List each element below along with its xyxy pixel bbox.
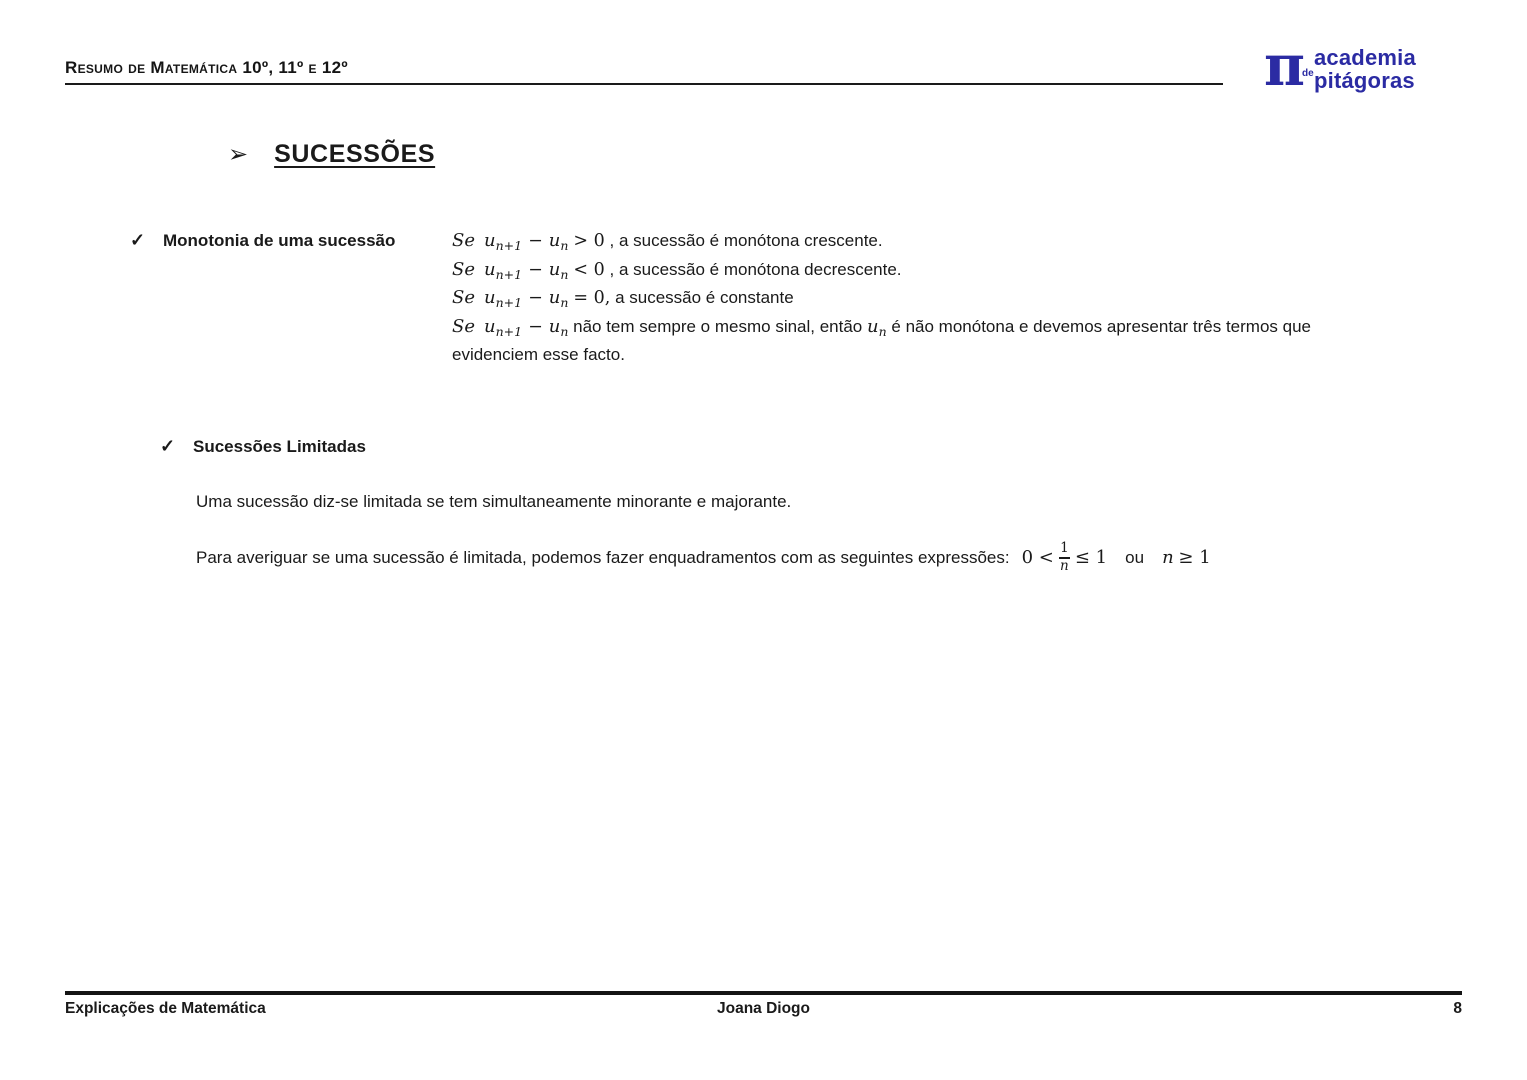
fraction-numerator: 1 [1060,540,1069,556]
math-relation: ≥ 1 [1178,547,1211,569]
rule-text: a sucessão é constante [615,288,794,307]
rule-text: , a sucessão é monótona decrescente. [609,259,902,279]
math-subscript: n [560,295,569,310]
math-minus: − [528,288,543,308]
footer-left-text: Explicações de Matemática [65,1000,266,1017]
logo-word-academia: academia [1314,45,1416,70]
monotonia-rule-nao-monotona [452,313,1382,370]
document-header-title: Resumo de Matemática 10º, 11º e 12º [65,58,348,77]
footer-rule [65,991,1462,995]
monotonia-heading: Monotonia de uma sucessão [163,231,396,250]
math-relation: = 0, [573,288,611,308]
math-var-u: u [483,258,496,280]
rule-text: é não monótona e devemos apresentar três termos que evidenciem esse facto. [452,316,1311,364]
checkmark-icon: ✓ [160,436,176,456]
math-var-u: u [548,315,561,337]
math-subscript: n [878,323,887,339]
monotonia-rule-decrescente [452,256,1382,285]
rule-text: não tem sempre o mesmo sinal, então [573,316,863,336]
logo-word-pitagoras: pitágoras [1314,68,1415,93]
math-var-u: u [483,287,496,308]
math-lhs: 0 < [1021,547,1054,569]
math-var-u: u [548,230,561,251]
math-minus: − [528,231,543,251]
math-var-u: u [483,315,496,337]
math-se: Se [452,315,475,337]
rule-text: , a sucessão é monótona crescente. [609,231,883,250]
math-subscript: n [560,238,569,253]
math-subscript: n [560,323,569,339]
connector-ou: ou [1125,547,1145,567]
math-var-u: u [548,258,561,280]
footer-page-number: 8 [1453,1000,1462,1017]
math-var-u: u [483,230,496,251]
math-se: Se [452,230,475,251]
monotonia-rule-crescente [452,227,1382,256]
monotonia-rules [452,227,1382,370]
math-var-n: n [1162,547,1174,569]
academia-pitagoras-logo [1264,33,1444,102]
footer-author: Joana Diogo [716,1000,810,1017]
math-relation: < 0 [573,259,605,280]
fraction-denominator: n [1060,558,1069,575]
math-var-u: u [548,287,561,308]
logo-wordmark [1314,46,1416,92]
checkmark-icon: ✓ [130,230,146,250]
arrow-bullet-icon: ➢ [228,140,249,168]
math-fraction [1059,542,1070,574]
math-se: Se [452,258,475,280]
monotonia-rule-constante [452,284,1382,313]
header-underline [65,83,1223,85]
math-subscript: n+1 [495,238,523,253]
section-title-text: SUCESSÕES [274,140,436,168]
math-rhs: ≤ 1 [1074,547,1108,569]
limitadas-heading: Sucessões Limitadas [193,437,366,456]
math-subscript: n+1 [495,323,523,339]
math-subscript: n+1 [495,266,523,282]
math-relation: > 0 [573,231,605,251]
math-subscript: n+1 [495,295,523,310]
limitadas-definition: Uma sucessão diz-se limitada se tem simultaneamente minorante e majorante. [196,492,792,511]
math-subscript: n [560,266,569,282]
math-var-u: u [867,315,879,337]
math-se: Se [452,287,475,308]
limitadas-enquadramento [196,542,1211,574]
math-minus: − [528,316,543,337]
pi-icon: π [1264,33,1305,99]
math-minus: − [528,259,543,280]
enquadramento-text: Para averiguar se uma sucessão é limitada, podemos fazer enquadramentos com as seguintes expressões: [196,547,1010,567]
section-title [228,140,435,169]
logo-de-text: de [1302,68,1314,79]
